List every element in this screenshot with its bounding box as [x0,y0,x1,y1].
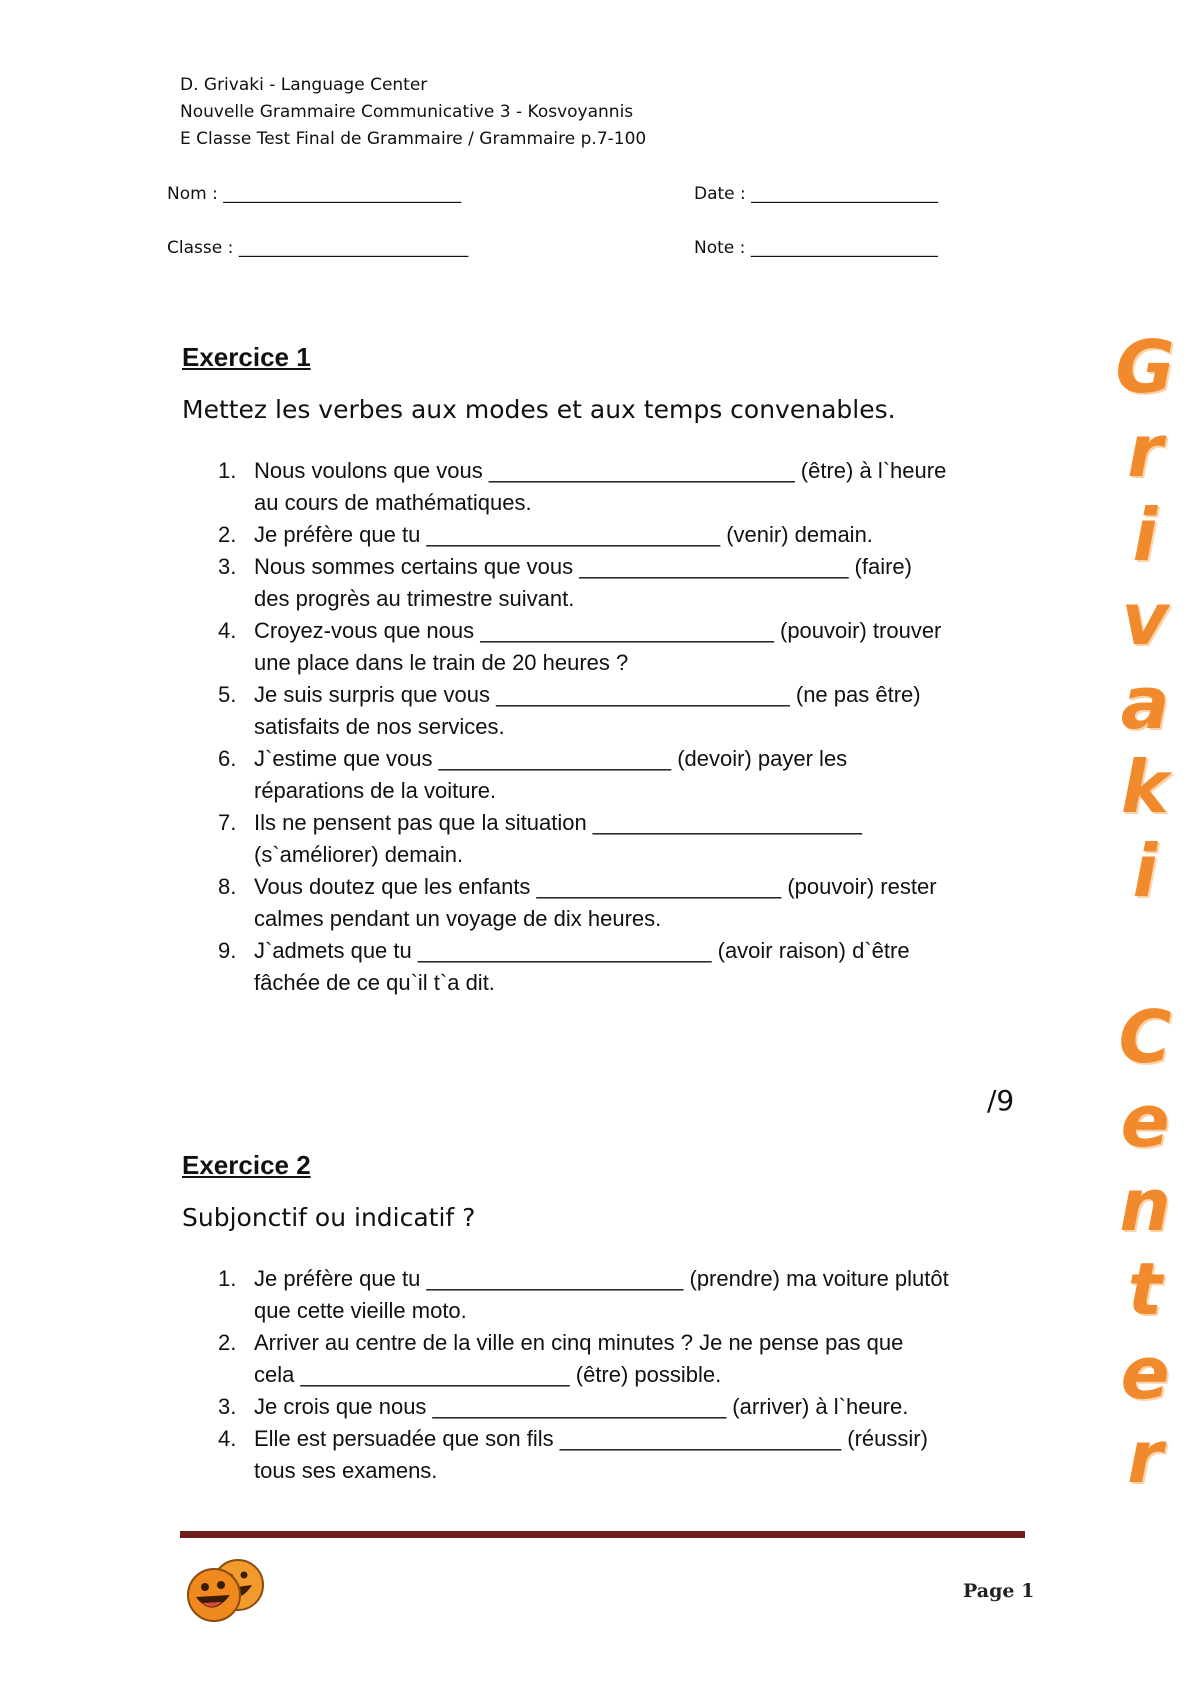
watermark-letter: G [1115,325,1175,409]
note-field[interactable]: Note : ______________________ [694,238,938,258]
exercise-2-list [182,1263,1032,1487]
exercise-2-instruction: Subjonctif ou indicatif ? [182,1203,476,1232]
watermark-letter: e [1120,1331,1170,1415]
watermark-letter: k [1121,745,1169,829]
list-item: 1. Je préfère que tu _____________________ (prendre) ma voiture plutôt que cette vieille moto. [218,1266,949,1323]
watermark-letter: r [1127,1415,1163,1499]
nom-field[interactable]: Nom : ____________________________ [167,184,462,204]
watermark-letter: i [1132,829,1158,913]
page-number: Page 1 [963,1580,1035,1602]
list-item: 3. Je crois que nous ________________________ (arriver) à l`heure. [218,1394,909,1419]
exercise-1-score: /9 [987,1084,1015,1117]
exercise-1-instruction: Mettez les verbes aux modes et aux temps convenables. [182,395,896,424]
list-item: 9. J`admets que tu ________________________ (avoir raison) d`être fâchée de ce qu`il t`a dit. [218,938,910,995]
footer-divider [180,1531,1025,1538]
exercise-1-title: Exercice 1 [182,342,311,372]
list-item: 4. Croyez-vous que nous ________________________ (pouvoir) trouver une place dans le train de 20 heures ? [218,618,942,675]
header-line-1: D. Grivaki - Language Center [180,75,428,95]
document-header [180,72,646,153]
watermark-letter: e [1120,1079,1170,1163]
date-field[interactable]: Date : ______________________ [694,184,939,204]
exercise-1-list [182,455,1032,999]
watermark-letter: C [1118,995,1172,1079]
watermark-letter: v [1121,577,1169,661]
list-item: 3. Nous sommes certains que vous ______________________ (faire) des progrès au trimestre suivant. [218,554,912,611]
smiley-faces-icon [180,1555,270,1625]
exercise-2-title: Exercice 2 [182,1150,311,1180]
header-line-3: E Classe Test Final de Grammaire / Grammaire p.7-100 [180,129,647,149]
watermark-letter: a [1120,661,1170,745]
watermark-letter: t [1127,1247,1163,1331]
list-item: 6. J`estime que vous ___________________ (devoir) payer les réparations de la voiture. [218,746,848,803]
list-item: 5. Je suis surpris que vous ________________________ (ne pas être) satisfaits de nos services. [218,682,921,739]
list-item: 7. Ils ne pensent pas que la situation ______________________ (s`améliorer) demain. [218,810,862,867]
watermark-letter: r [1127,409,1163,493]
list-item: 2. Arriver au centre de la ville en cinq minutes ? Je ne pense pas que cela ______________________ (être) possible. [218,1330,904,1387]
header-line-2: Nouvelle Grammaire Communicative 3 - Kosvoyannis [180,102,634,122]
list-item: 8. Vous doutez que les enfants ____________________ (pouvoir) rester calmes pendant un voyage de dix heures. [218,874,937,931]
watermark-letter: n [1119,1163,1171,1247]
classe-field[interactable]: Classe : ___________________________ [167,238,469,258]
list-item: 4. Elle est persuadée que son fils _______________________ (réussir) tous ses examens. [218,1426,928,1483]
list-item: 1. Nous voulons que vous _________________________ (être) à l`heure au cours de mathématiques. [218,458,947,515]
list-item: 2. Je préfère que tu ________________________ (venir) demain. [218,522,873,547]
watermark-letter: i [1132,493,1158,577]
